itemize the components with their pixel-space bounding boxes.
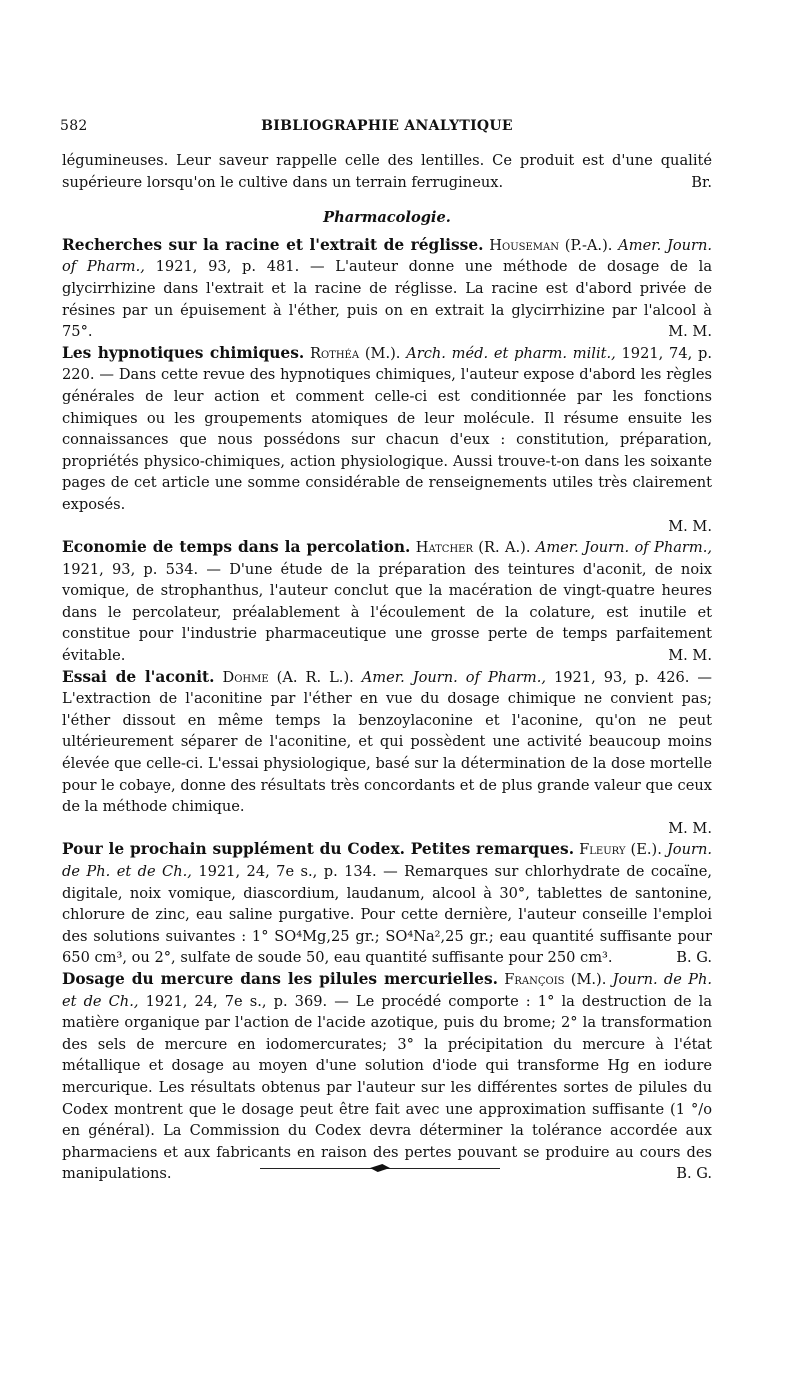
entry-reference: 1921, 93, p. 534. [62, 560, 199, 578]
entry-text: — Le procédé comporte : 1° la destruction de la matière organique par l'action de l'acide azotique, puis du brome; 2° la transformation des sels de mercure en iodomercurates; 3° la précipitation du mercure à l'état métallique et dosage au moyen d'une solution d'iode qui transforme Hg en iodure mercurique. Les résultats obtenus par l'auteur sur les différentes sortes de pilules du Codex montrent que le dosage peut être fait avec une approximation suffisante (1 °/o en général). La Commission du Codex devra déterminer la tolérance accordée aux pharmaciens et aux fabricants en raison des pertes pouvant se produire au cours des manipulations. [62, 992, 713, 1183]
entry-codex [62, 839, 712, 969]
document-body [62, 150, 712, 1185]
entry-journal: Arch. méd. et pharm. milit., [406, 344, 616, 362]
divider-ornament-icon [368, 1164, 393, 1172]
entry-signature: M. M. [668, 819, 712, 837]
entry-reference: 1921, 93, p. 426. [553, 668, 690, 686]
entry-text: — L'extraction de l'aconitine par l'éther en vue du dosage chimique ne convient pas; l'éther dissout en même temps la benzoylaconine et l'aconine, qu'on ne peut ultérieurement séparer de l'aconitine, et qui possèdent une activité beaucoup moins élevée que celle-ci. L'essai physiologique, basé sur la détermination de la dose mortelle pour le cobaye, donne des résultats très concordants et de plus grande valeur que ceux de la méthode chimique. [62, 668, 712, 816]
intro-signature: Br. [691, 173, 712, 191]
entry-text: — D'une étude de la préparation des teintures d'aconit, de noix vomique, de strophanthus, l'auteur conclut que la macération de vingt-quatre heures dans le percolateur, préalablement à l'écoulement de la colature, est inutile et constitue pour l'industrie pharmaceutique une grosse perte de temps parfaitement évitable. [62, 560, 713, 665]
entry-mercure [62, 969, 712, 1185]
entry-reference: 1921, 74, p. 220. [62, 344, 712, 384]
entry-journal: Amer. Journ. of Pharm., [535, 539, 713, 557]
intro-text: légumineuses. Leur saveur rappelle celle des lentilles. Ce produit est d'une qualité supérieure lorsqu'on le cultive dans un terrain ferrugineux. [62, 152, 712, 191]
entry-heading: Recherches sur la racine et l'extrait de réglisse. [62, 235, 484, 254]
end-divider [260, 1164, 500, 1174]
page-number: 582 [60, 118, 88, 134]
entry-percolation [62, 537, 712, 667]
entry-author: Dohme (A. R. L.). [222, 668, 354, 686]
section-title: Pharmacologie. [323, 209, 451, 227]
entry-author: François (M.). [504, 970, 607, 988]
entry-journal: Amer. Journ. of Pharm., [361, 668, 546, 686]
entry-author: Fleury (E.). [579, 841, 662, 859]
entry-signature: M. M. [668, 323, 712, 341]
entry-heading: Dosage du mercure dans les pilules mercurielles. [62, 969, 498, 988]
entry-hypnotiques [62, 343, 712, 516]
entry-author: Hatcher (R. A.). [415, 539, 531, 557]
entry-signature: B. G. [676, 1165, 712, 1183]
entry-reference: 1921, 24, 7e s., p. 134. [198, 863, 377, 880]
entry-signature: B. G. [676, 949, 712, 967]
entry-text: — Remarques sur chlorhydrate de cocaïne, digitale, noix vomique, diascordium, laudanum, alcool à 30°, tablettes de santonine, chlorure de zinc, eau saline purgative. Pour cette dernière, l'auteur conseille l'emploi des solutions suivantes : 1° SO⁴Mg,25 gr.; SO⁴Na²,25 gr.; eau quantité suffisante pour 650 cm³, ou 2°, sulfate de soude 50, eau quantité suffisante pour 250 cm³. [62, 863, 713, 967]
entry-reference: 1921, 24, 7e s., p. 369. [145, 992, 328, 1010]
entry-text: — L'auteur donne une méthode de dosage de la glycirrhizine dans l'extrait et la racine de réglisse. La racine est d'abord privée de résines par un épuisement à l'éther, puis on en extrait la glycirrhizine par l'alcool à 75°. [62, 258, 713, 341]
entry-reglisse [62, 235, 712, 343]
entry-signature: M. M. [668, 647, 712, 665]
entry-author: Rothéa (M.). [309, 344, 401, 362]
running-header [60, 118, 714, 140]
entry-journal: Amer. Journ. of Pharm., [62, 236, 713, 276]
intro-paragraph [62, 150, 712, 193]
entry-journal: Journ. de Ph. et de Ch., [62, 970, 712, 1010]
entry-author: Houseman (P.-A.). [489, 236, 613, 254]
entry-aconit [62, 667, 712, 818]
entry-heading: Pour le prochain supplément du Codex. Petites remarques. [62, 840, 575, 859]
entry-reference: 1921, 93, p. 481. [155, 258, 300, 276]
running-title: BIBLIOGRAPHIE ANALYTIQUE [261, 118, 513, 134]
entry-heading: Les hypnotiques chimiques. [62, 343, 305, 362]
entry-journal: Journ. de Ph. et de Ch., [62, 841, 713, 880]
entry-heading: Economie de temps dans la percolation. [62, 538, 411, 557]
entry-signature: M. M. [668, 517, 712, 535]
entry-heading: Essai de l'aconit. [62, 667, 215, 686]
entry-text: — Dans cette revue des hypnotiques chimiques, l'auteur expose d'abord les règles générales de leur action et comment celle-ci est conditionnée par les fonctions chimiques ou les groupements atomiques de leur molécule. Il résume ensuite les connaissances que nous possédons sur chacun d'eux : constitution, préparation, propriétés physico-chimiques, action physiologique. Aussi trouve-t-on dans les soixante pages de cet article une somme considérable de renseignements utiles très clairement exposés. [62, 366, 712, 513]
